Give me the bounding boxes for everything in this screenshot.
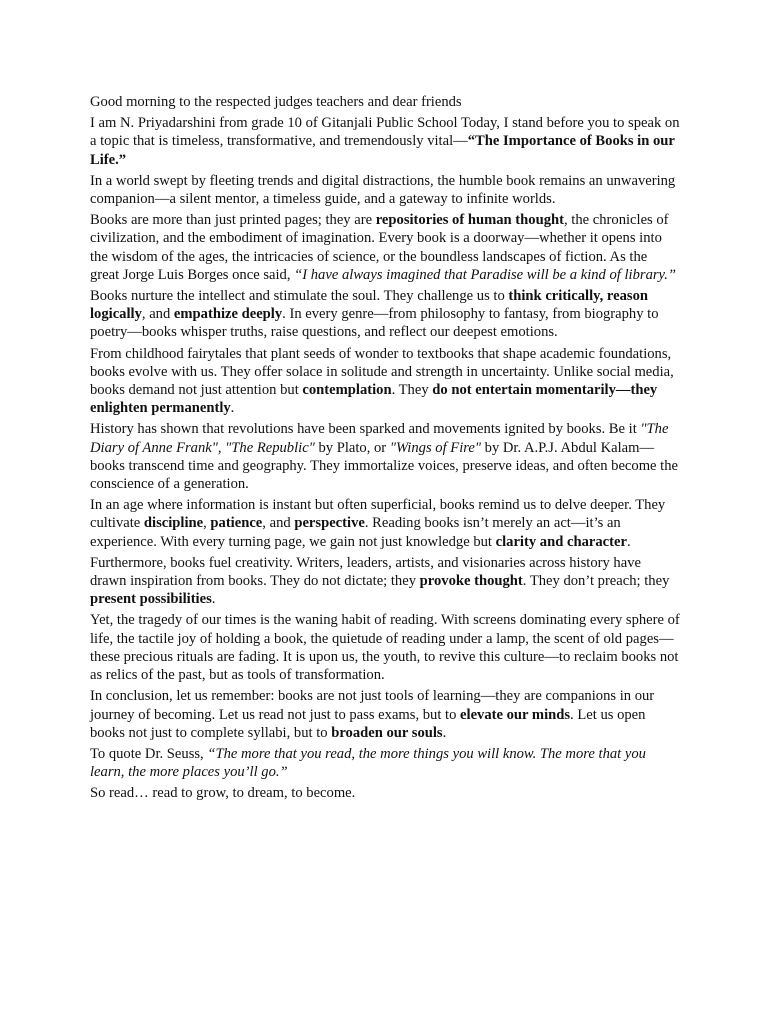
bold-text-run: do not entertain momentarily—they enlighten permanently (90, 382, 658, 417)
text-run: . (211, 591, 216, 608)
text-run: Books are more than just printed pages; they are (90, 212, 376, 229)
text-run: Books nurture the intellect and stimulate the soul. They challenge us to (90, 288, 509, 305)
intellect-paragraph (90, 287, 680, 342)
text-run: . Reading books isn’t merely an act—it’s an experience. With every turning page, we gain not just knowledge but (90, 515, 621, 550)
text-run: . (230, 400, 235, 417)
introduction-paragraph (90, 114, 680, 169)
bold-text-run: broaden our souls (331, 724, 443, 741)
document-body (90, 93, 680, 806)
text-run: . They don’t preach; they (522, 573, 670, 590)
closing-paragraph (90, 784, 680, 802)
text-run: In an age where information is instant but often superficial, books remind us to delve deeper. They cultivate (90, 497, 666, 532)
bold-text-run: elevate our minds (460, 706, 571, 723)
text-run: , and (262, 515, 295, 532)
bold-text-run: “The Importance of Books in our Life.” (90, 133, 675, 168)
creativity-paragraph (90, 554, 680, 609)
italic-text-run: "The Republic" (225, 439, 315, 456)
bold-text-run: contemplation (302, 382, 392, 399)
text-run: , and (141, 306, 174, 323)
history-paragraph (90, 420, 680, 493)
greeting-paragraph (90, 93, 680, 111)
bold-text-run: discipline (143, 515, 204, 532)
text-run: , the chronicles of civilization, and the embodiment of imagination. Every book is a doorway—whether it opens into the wisdom of the ages, the intricacies of science, or the boundless landscapes of fiction. As the great Jorge Luis Borges once said, (90, 212, 669, 283)
books-definition-paragraph (90, 211, 680, 284)
text-run: by Dr. A.P.J. Abdul Kalam—books transcend time and geography. They immortalize voices, preserve ideas, and often become the conscience of a generation. (90, 439, 679, 493)
bold-text-run: think critically, reason logically (90, 288, 648, 323)
text-run: by Plato, or (314, 439, 390, 456)
conclusion-paragraph (90, 687, 680, 742)
italic-text-run: “I have always imagined that Paradise will be a kind of library.” (294, 266, 676, 283)
text-run: . In every genre—from philosophy to fantasy, from biography to poetry—books whisper truths, raise questions, and reflect our deepest emotions. (90, 306, 659, 341)
bold-text-run: repositories of human thought (375, 212, 564, 229)
text-run: In conclusion, let us remember: books are not just tools of learning—they are companions in our journey of becoming. Let us read not just to pass exams, but to (90, 688, 655, 723)
text-run: Furthermore, books fuel creativity. Writers, leaders, artists, and visionaries across history have drawn inspiration from books. They do not dictate; they (90, 554, 641, 590)
text-run: In a world swept by fleeting trends and digital distractions, the humble book remains an unwavering companion—a silent mentor, a timeless guide, and a gateway to infinite worlds. (90, 172, 676, 208)
text-run: , (203, 515, 211, 532)
bold-text-run: present possibilities (90, 591, 212, 608)
information-age-paragraph (90, 496, 680, 551)
quote-paragraph (90, 745, 680, 781)
text-run: . They (391, 382, 433, 399)
bold-text-run: perspective (294, 515, 365, 532)
bold-text-run: empathize deeply (173, 306, 283, 323)
text-run: . (626, 533, 631, 550)
childhood-paragraph (90, 345, 680, 418)
bold-text-run: clarity and character (495, 533, 627, 550)
world-paragraph (90, 172, 680, 208)
text-run: I am N. Priyadarshini from grade 10 of Gitanjali Public School Today, I stand before you to speak on a topic that is timeless, transformative, and tremendously vital— (90, 115, 680, 150)
text-run: From childhood fairytales that plant seeds of wonder to textbooks that shape academic foundations, books evolve with us. They offer solace in solitude and strength in uncertainty. Unlike social media, books demand not just attention but (90, 345, 674, 399)
text-run: So read… read to grow, to dream, to become. (90, 785, 356, 802)
text-run: History has shown that revolutions have been sparked and movements ignited by books. Be it (90, 421, 641, 438)
bold-text-run: provoke thought (419, 573, 523, 590)
text-run: . Let us open books not just to complete syllabi, but to (90, 706, 646, 741)
italic-text-run: "The Diary of Anne Frank" (90, 421, 669, 456)
italic-text-run: "Wings of Fire" (389, 439, 481, 456)
text-run: , (217, 439, 226, 456)
text-run: To quote Dr. Seuss, (90, 745, 208, 762)
text-run: . (442, 724, 447, 741)
tragedy-paragraph (90, 611, 680, 684)
bold-text-run: patience (210, 515, 263, 532)
text-run: Yet, the tragedy of our times is the waning habit of reading. With screens dominating every sphere of life, the tactile joy of holding a book, the quietude of reading under a lamp, the scent of old pages—these precious rituals are fading. It is upon us, the youth, to revive this culture—to reclaim books not as relics of the past, but as tools of transformation. (90, 612, 680, 684)
text-run: Good morning to the respected judges teachers and dear friends (90, 94, 462, 110)
italic-text-run: “The more that you read, the more things you will know. The more that you learn, the more places you’ll go.” (90, 745, 646, 781)
